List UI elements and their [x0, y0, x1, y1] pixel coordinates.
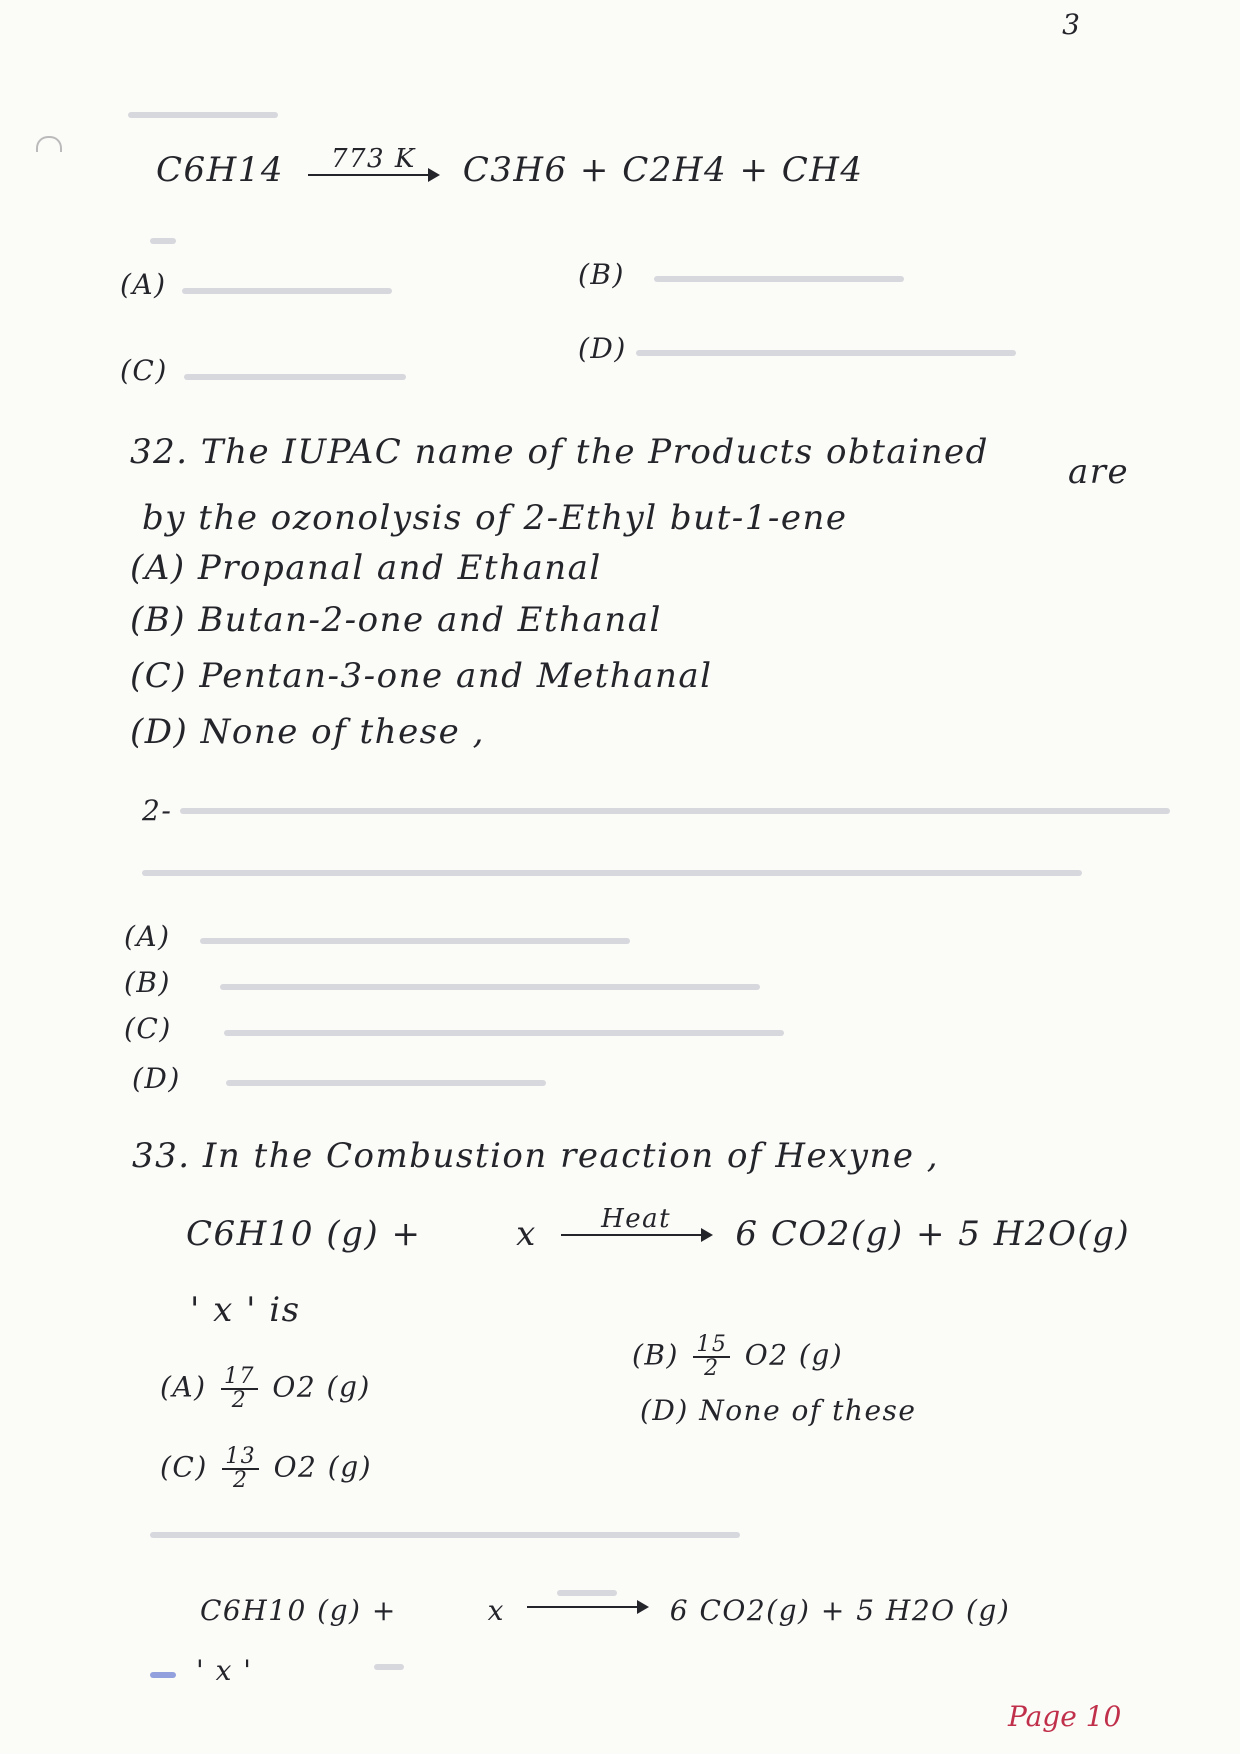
hindi-text: [180, 808, 1170, 814]
q32-option-c: (C) Pentan-3-one and Methanal: [130, 656, 713, 696]
reaction-arrow: [527, 1580, 647, 1608]
q33-number: 33.: [132, 1136, 191, 1176]
fraction-denominator: 2: [704, 1356, 720, 1381]
hindi-text: [226, 1080, 546, 1086]
fraction-numerator: 15: [693, 1334, 730, 1358]
hindi-text: [142, 870, 1082, 876]
hindi-text: [150, 238, 176, 244]
hindi-option-label: (B): [124, 966, 171, 999]
hindi-option-label: (A): [124, 920, 171, 953]
q33-products: 6 CO2(g) + 5 H2O(g): [735, 1214, 1131, 1254]
q33-hindi-x-quote: ' x ': [196, 1654, 253, 1687]
q33-equation: [186, 1204, 1131, 1254]
hindi-text: [182, 288, 392, 294]
hindi-option-label: (B): [578, 258, 625, 291]
hindi-text: [224, 1030, 784, 1036]
q33-reactant: C6H10 (g) +: [186, 1214, 422, 1254]
hindi-option-label: (D): [132, 1062, 181, 1095]
q32-stem-tail: are: [1068, 452, 1130, 492]
option-label: (C): [160, 1450, 208, 1484]
option-label: (A): [160, 1370, 207, 1404]
q32-stem-text: The IUPAC name of the Products obtained: [200, 432, 989, 472]
page-footer: Page 10: [1008, 1700, 1122, 1733]
q33-hindi-x: x: [487, 1594, 505, 1627]
fraction: [222, 1446, 259, 1492]
q33-option-a: [160, 1366, 371, 1412]
hindi-text: [220, 984, 760, 990]
hindi-text: [654, 276, 904, 282]
option-text: O2 (g): [273, 1450, 373, 1484]
hindi-text: [150, 1672, 176, 1678]
q32-stem-line-1: [130, 432, 989, 472]
q33-hindi-products: 6 CO2(g) + 5 H2O (g): [669, 1594, 1011, 1627]
option-text: O2 (g): [272, 1370, 371, 1404]
q33-stem-text: In the Combustion reaction of Hexyne ,: [202, 1136, 940, 1176]
q33-x-is: ' x ' is: [190, 1290, 301, 1330]
reaction-arrow: [561, 1204, 711, 1236]
hindi-text: [200, 938, 630, 944]
hindi-option-label: (C): [124, 1012, 172, 1045]
fraction-numerator: 17: [221, 1366, 258, 1390]
hindi-text: [150, 1532, 740, 1538]
q33-option-b: [632, 1334, 843, 1380]
fraction: [221, 1366, 258, 1412]
q33-x: x: [516, 1214, 537, 1254]
fraction: [693, 1334, 730, 1380]
hindi-option-label: (A): [120, 268, 167, 301]
q32-option-b: (B) Butan-2-one and Ethanal: [130, 600, 662, 640]
reaction-1-reactant: C6H14: [156, 150, 285, 190]
fraction-numerator: 13: [222, 1446, 259, 1470]
hindi-text: [128, 112, 278, 118]
q33-option-c: [160, 1446, 372, 1492]
q32-option-a: (A) Propanal and Ethanal: [130, 548, 602, 588]
hindi-text: [636, 350, 1016, 356]
page-number: 3: [1062, 8, 1080, 41]
q33-hindi-equation: [200, 1592, 1010, 1627]
q32-stem-line-2: by the ozonolysis of 2-Ethyl but-1-ene: [142, 498, 848, 538]
hindi-option-label: (D): [578, 332, 627, 365]
q33-option-d: (D) None of these: [640, 1394, 917, 1427]
fraction-denominator: 2: [232, 1468, 249, 1493]
q32-option-d: (D) None of these ,: [130, 712, 485, 752]
reaction-1-condition: 773 K: [330, 144, 416, 174]
q33-hindi-reactant: C6H10 (g) +: [200, 1594, 397, 1627]
option-label: (B): [632, 1338, 679, 1372]
q33-condition: Heat: [601, 1204, 672, 1234]
q32-number: 32.: [130, 432, 189, 472]
hindi-text: [557, 1590, 617, 1596]
hindi-text: [374, 1664, 404, 1670]
q33-stem: [132, 1136, 939, 1176]
option-text: O2 (g): [744, 1338, 844, 1372]
hindi-text: [184, 374, 406, 380]
reaction-arrow: [308, 144, 438, 176]
hindi-numeric-prefix: 2-: [142, 794, 173, 827]
reaction-1-products: C3H6 + C2H4 + CH4: [462, 150, 864, 190]
hindi-option-label: (C): [120, 354, 168, 387]
fraction-denominator: 2: [231, 1388, 248, 1413]
scan-mark: [36, 136, 62, 152]
reaction-1: [156, 144, 864, 190]
